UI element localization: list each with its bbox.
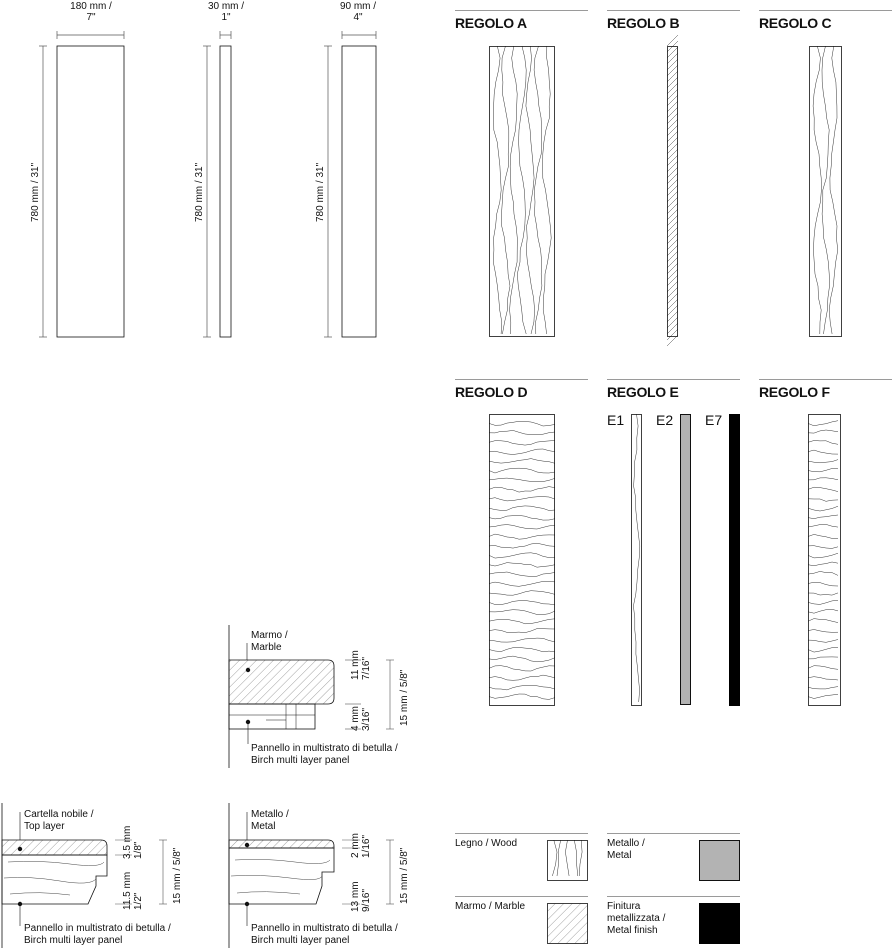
legend-marble-label: Marmo / Marble — [455, 901, 526, 912]
title-regolo-e: REGOLO E — [607, 384, 679, 400]
title-regolo-f: REGOLO F — [759, 384, 830, 400]
legend-metal-finish-label: Finitura metallizzata / Metal finish — [607, 901, 666, 936]
wood-top-dim: 3.5 mm 1/8" — [122, 825, 144, 859]
title-regolo-d: REGOLO D — [455, 384, 528, 400]
legend-marble-swatch — [547, 903, 588, 944]
legend-metal-finish-swatch — [699, 903, 740, 944]
variant-e1-label: E1 — [607, 412, 625, 428]
title-regolo-c: REGOLO C — [759, 15, 832, 31]
title-regolo-a: REGOLO A — [455, 15, 527, 31]
metal-total-dim: 15 mm / 5/8" — [399, 847, 410, 904]
marble-bottom-dim: 4 mm 3/16" — [350, 706, 372, 731]
width-dim-b: 30 mm / 1" — [207, 1, 245, 23]
variant-e7-label: E7 — [705, 412, 723, 428]
legend-wood-label: Legno / Wood — [455, 838, 518, 849]
legend-metal-label: Metallo / Metal — [607, 838, 645, 861]
legend-rule-metal-finish — [607, 896, 740, 897]
width-dim-c: 90 mm / 4" — [339, 1, 377, 23]
metal-top-label: Metallo / Metal — [251, 809, 289, 832]
marble-total-dim: 15 mm / 5/8" — [399, 669, 410, 726]
wood-bottom-dim: 11.5 mm 1/2" — [122, 871, 144, 910]
metal-top-dim: 2 mm 1/16" — [350, 833, 372, 858]
marble-panel-label: Pannello in multistrato di betulla / Birch multi layer panel — [251, 743, 398, 766]
wood-top-label: Cartella nobile / Top layer — [24, 809, 94, 832]
legend-rule-wood — [455, 833, 588, 834]
marble-top-dim: 11 mm 7/16" — [350, 650, 372, 680]
width-dim-a: 180 mm / 7" — [70, 1, 112, 23]
height-dim-c: 780 mm / 31" — [315, 162, 326, 222]
metal-panel-label: Pannello in multistrato di betulla / Birch multi layer panel — [251, 923, 398, 946]
legend-rule-metal — [607, 833, 740, 834]
title-regolo-b: REGOLO B — [607, 15, 680, 31]
wood-panel-label: Pannello in multistrato di betulla / Birch multi layer panel — [24, 923, 171, 946]
legend-rule-marble — [455, 896, 588, 897]
legend-metal-swatch — [699, 840, 740, 881]
height-dim-b: 780 mm / 31" — [194, 162, 205, 222]
variant-e2-label: E2 — [656, 412, 674, 428]
height-dim-a: 780 mm / 31" — [30, 162, 41, 222]
metal-bottom-dim: 13 mm 9/16" — [350, 881, 372, 912]
marble-top-label: Marmo / Marble — [251, 630, 288, 653]
legend-wood-swatch — [547, 840, 588, 881]
wood-total-dim: 15 mm / 5/8" — [172, 847, 183, 904]
